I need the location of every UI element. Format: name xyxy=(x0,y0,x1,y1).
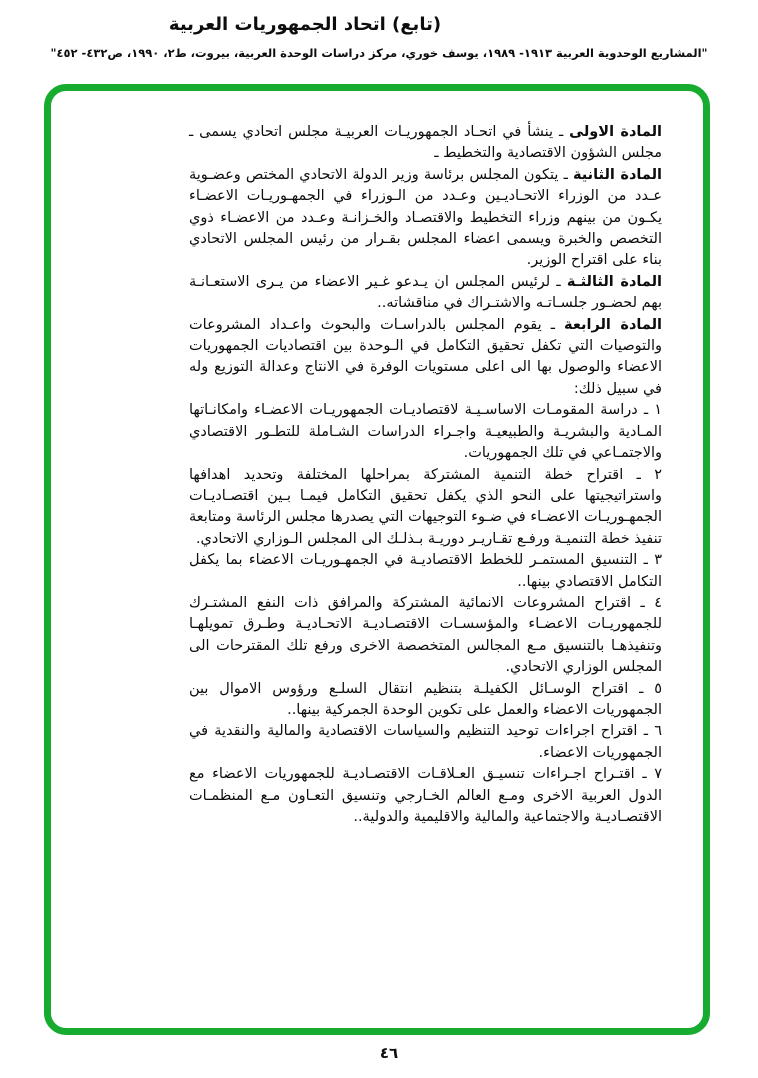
article-1-text: ـ ينشأ في اتحـاد الجمهوريـات العربيـة مجلس اتحادي يسمى ـ مجلس الشؤون الاقتصادية والتخطيط ـ xyxy=(189,124,662,162)
article-3-heading: المادة الثالثـة xyxy=(566,273,663,290)
list-item-1 xyxy=(189,400,662,464)
item-5-text: اقتراح الوسـائل الكفيلـة بتنظيم انتقال السلـع ورؤوس الاموال بين الجمهوريات الاعضاء والعمل على تكوين الوحدة الجمركية بينها.. xyxy=(189,680,662,718)
article-4-text: ـ يقوم المجلس بالدراسـات والبحوث واعـداد المشروعات والتوصيات التي تكفل تحقيق التكامل في الـوحدة بين اقتصاديات الجمهوريات الاعضاء والوصول بها الى اعلى مستويات الوفرة في الانتاج وعدالة التوزيع وله في سبيل ذلك: xyxy=(189,316,662,397)
article-1 xyxy=(189,122,662,165)
item-3-text: التنسيق المستمـر للخطط الاقتصاديـة في الجمهـوريـات الاعضاء بما يكفل التكامل الاقتصادي بينها.. xyxy=(189,552,662,590)
article-3-text: ـ لرئيس المجلس ان يـدعو غـير الاعضاء من يـرى الاستعـانـة بهم لحضـور جلسـاتـه والاشتـراك في مناقشاته.. xyxy=(189,273,662,312)
item-1-number: ١ ـ xyxy=(643,402,662,419)
item-4-text: اقتراح المشروعات الانمائية المشتركة والمرافق ذات النفع المشتـرك للجمهوريـات الاعضـاء والمؤسسـات الاقتصـاديـة الاتحـاديـة وطـرق تمويلهـا وتنفيذهـا بالتنسيق مـع المجالس المتخصصة الاخرى ورفع تلك المقترحات الى المجلس الوزاري الاتحادي. xyxy=(189,594,662,676)
item-4-number: ٤ ـ xyxy=(640,594,662,611)
document-body xyxy=(189,122,662,828)
article-2-heading: المادة الثانية xyxy=(572,166,662,183)
item-6-number: ٦ ـ xyxy=(643,723,663,740)
item-5-number: ٥ ـ xyxy=(639,680,663,697)
item-7-text: اقتـراح اجـراءات تنسيـق العـلاقـات الاقتصـاديـة للجمهوريات الاعضاء مع الدول العربية الاخرى ومـع العالم الخـارجي وتنسيق التعـاون مـع المنظمـات الاقتصـاديـة والاجتماعية والمالية والاقليمية والدولية.. xyxy=(189,766,662,825)
source-citation: "المشاريع الوحدوية العربية ١٩١٣- ١٩٨٩، يوسف خوري، مركز دراسات الوحدة العربية، بيروت، ط٢، ١٩٩٠، ص٤٣٢- ٤٥٢" xyxy=(50,46,708,60)
article-4-heading: المادة الرابعة xyxy=(564,316,662,333)
list-item-7 xyxy=(189,764,662,828)
article-2-text: ـ يتكون المجلس برئاسة وزير الدولة الاتحادي المختص وعضـوية عـدد من الوزراء الاتحـاديـين وعـدد من الـوزراء في الجمهـوريـات الاعضـاء يكـون من بينهم وزراء التخطيط والاقتصـاد والخـزانـة وعـدد من الاعضـاء ذوي التخصص والخبرة ويسمى اعضاء المجلس بقـرار من رئيس المجلس الاتحادي بناء على اقتراح الوزير. xyxy=(189,166,662,269)
item-7-number: ٧ ـ xyxy=(642,766,662,783)
item-1-text: دراسة المقومـات الاساسـيـة لاقتصاديـات الجمهوريـات الاعضـاء وامكانـاتها المـادية والبشريـة والطبيعيـة واجـراء الدراسات الشـاملة للتطـور الاقتصادي والاجتمـاعي في تلك الجمهوريات. xyxy=(189,402,662,462)
item-2-number: ٢ ـ xyxy=(636,466,663,483)
article-1-heading: المادة الاولى xyxy=(569,124,663,140)
article-2 xyxy=(189,165,662,272)
item-6-text: اقتراح اجراءات توحيد التنظيم والسياسات الاقتصادية والمالية والنقدية في الجمهوريات الاعضاء. xyxy=(189,723,662,761)
page-title: (تابع) اتحاد الجمهوريات العربية xyxy=(168,14,442,35)
list-item-5 xyxy=(189,679,662,722)
article-3 xyxy=(189,272,662,315)
article-4 xyxy=(189,315,662,401)
list-item-4 xyxy=(189,593,662,679)
item-3-number: ٣ ـ xyxy=(643,552,662,569)
page-number: ٤٦ xyxy=(379,1044,399,1062)
item-2-text: اقتراح خطة التنمية المشتركة بمراحلها المختلفة وتحديد اهدافها واستراتيجيتها على النحو الذي يكفل تحقيق التكامل فيمـا بـين اقتصـاديـات الجمهـوريـات الاعضـاء في ضـوء التوجيهات التي يصدرها مجلس الرئاسة ومتابعة تنفيذ خطة التنميـة ورفـع تقـاريـر دوريـة بـذلـك الى المجلس الـوزاري الاتحادي. xyxy=(189,466,662,547)
list-item-2 xyxy=(189,465,662,551)
list-item-3 xyxy=(189,550,662,593)
list-item-6 xyxy=(189,721,662,764)
